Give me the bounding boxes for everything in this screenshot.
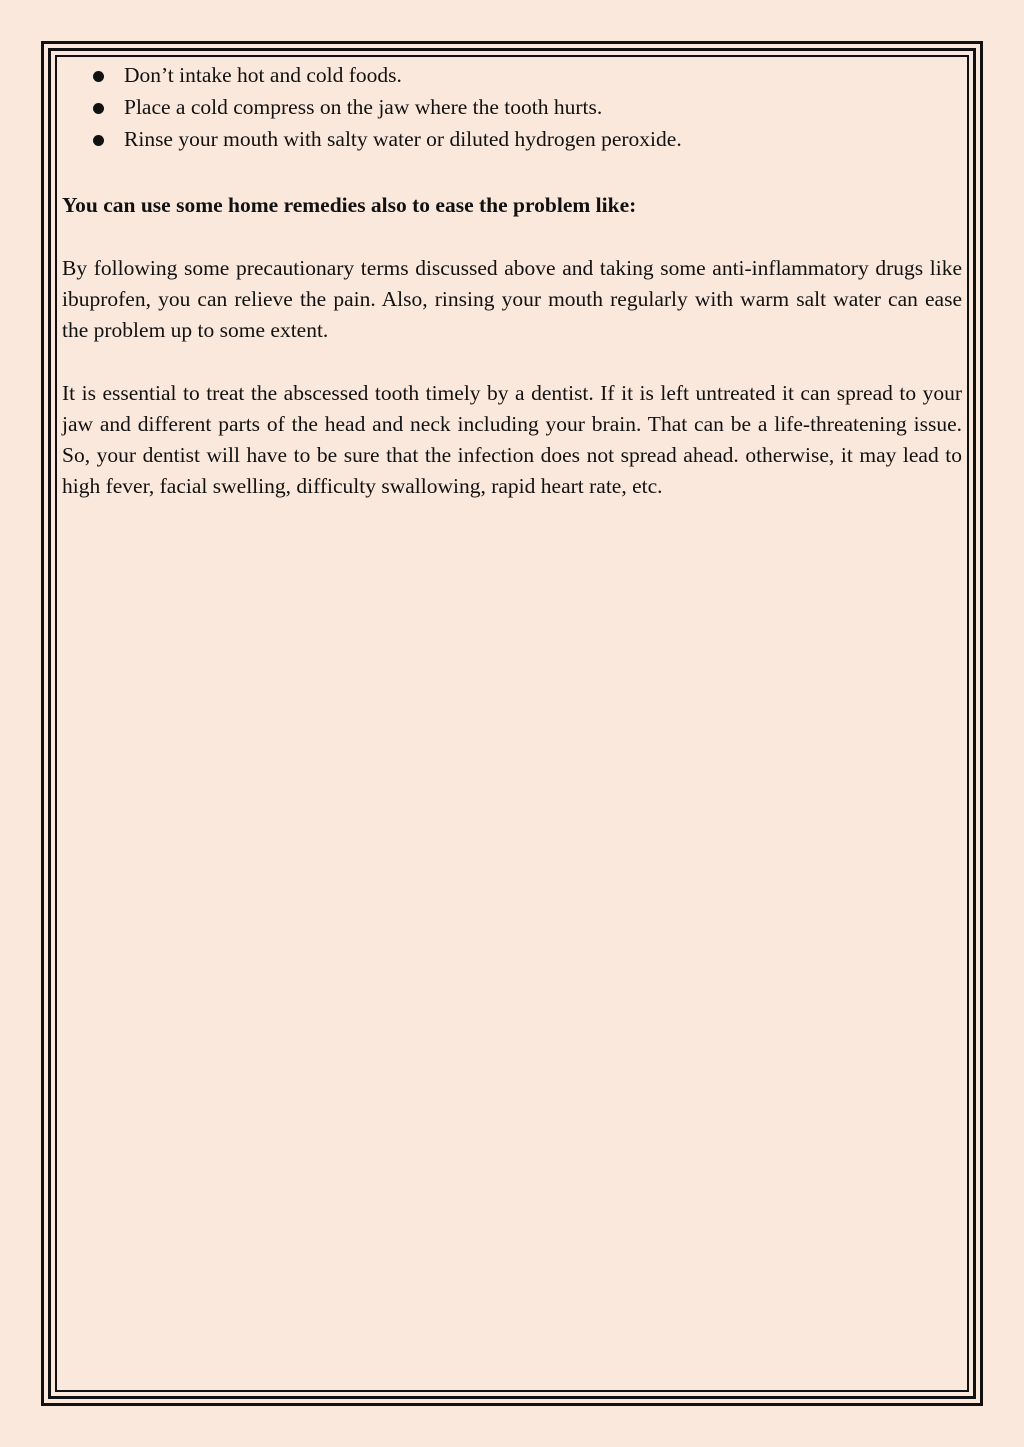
list-item-text: Place a cold compress on the jaw where the tooth hurts.: [124, 95, 603, 119]
paragraph-home-remedies: By following some precautionary terms discussed above and taking some anti-inflammatory drugs like ibuprofen, you can relieve the pain. Also, rinsing your mouth regularly with warm salt water can ease the problem up to some extent.: [62, 256, 962, 342]
bullet-icon: [93, 103, 104, 114]
list-item: [62, 92, 962, 124]
list-item: [62, 124, 962, 156]
bullet-icon: [93, 135, 104, 146]
tips-list: [62, 60, 962, 156]
paragraph-treatment: It is essential to treat the abscessed tooth timely by a dentist. If it is left untreated it can spread to your jaw and different parts of the head and neck including your brain. That can be a life-threatening issue. So, your dentist will have to be sure that the infection does not spread ahead. otherwise, it may lead to high fever, facial swelling, difficulty swallowing, rapid heart rate, etc.: [62, 381, 962, 498]
list-item-text: Rinse your mouth with salty water or diluted hydrogen peroxide.: [124, 127, 682, 151]
list-item-text: Don’t intake hot and cold foods.: [124, 63, 402, 87]
list-item: [62, 60, 962, 92]
section-heading: You can use some home remedies also to ease the problem like:: [62, 193, 637, 217]
document-body: [62, 60, 962, 502]
bullet-icon: [93, 71, 104, 82]
